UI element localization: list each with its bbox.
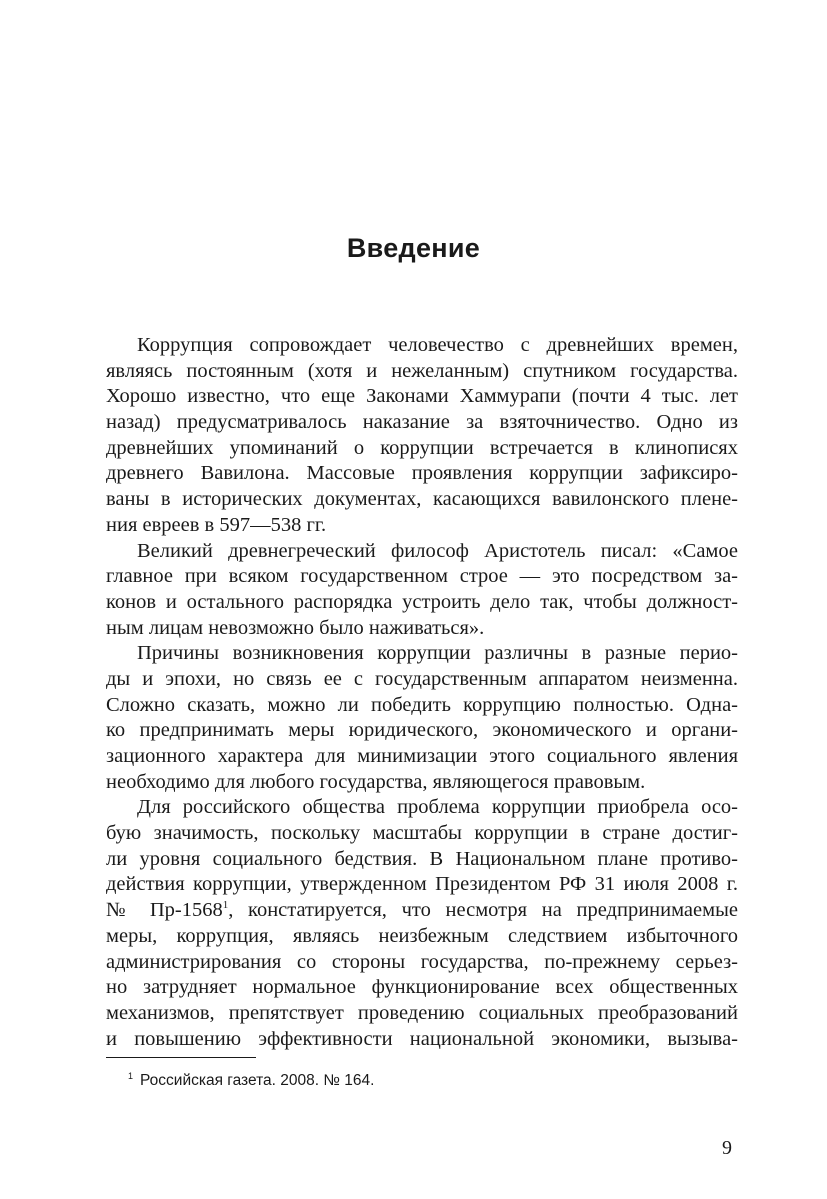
text-line: необходимо для любого государства, являющегося правовым. <box>106 770 646 793</box>
footnote <box>128 1071 374 1091</box>
text-line: Причины возникновения коррупции различны в разные перио- <box>137 642 738 665</box>
text-line: ным лицам невозможно было наживаться». <box>106 616 485 639</box>
text-line: являясь постоянным (хотя и нежеланным) спутником государства. <box>106 359 738 382</box>
text-line: Сложно сказать, можно ли победить коррупцию полностью. Одна- <box>106 693 738 716</box>
text-line: ко предпринимать меры юридического, экономического и органи- <box>106 719 738 742</box>
decree-number: № Пр-1568 <box>106 899 223 922</box>
text-line: Великий древнегреческий философ Аристотель писал: «Самое <box>137 539 738 562</box>
text-line: ния евреев в 597—538 гг. <box>106 513 327 536</box>
text-line: действия коррупции, утвержденном Президентом РФ 31 июля 2008 г. <box>106 873 738 896</box>
text-line: зационного характера для минимизации этого социального явления <box>106 745 738 767</box>
text-line-tail: , констатируется, что несмотря на предпринимаемые <box>228 899 738 922</box>
text-line: но затрудняет нормальное функционирование всех общественных <box>106 976 738 999</box>
footnote-text: Российская газета. 2008. № 164. <box>140 1072 375 1089</box>
text-line: администрирования со стороны государства, по-прежнему серьез- <box>106 950 738 973</box>
text-line: Коррупция сопровождает человечество с древнейших времен, <box>137 334 738 356</box>
page-number: 9 <box>722 1137 732 1159</box>
body-text <box>106 333 738 1052</box>
text-line: ваны в исторических документах, касающихся вавилонского плене- <box>106 488 738 511</box>
text-line: Для российского общества проблема коррупции приобрела осо- <box>137 796 738 819</box>
footnote-mark: 1 <box>128 1071 134 1081</box>
text-line: главное при всяком государственном строе — это посредством за- <box>106 565 738 588</box>
footnote-divider <box>106 1057 256 1058</box>
text-line: ды и эпохи, но связь ее с государственным аппаратом неизменна. <box>106 667 738 690</box>
text-line: древнего Вавилона. Массовые проявления коррупции зафиксиро- <box>106 462 738 485</box>
footnote-ref[interactable]: 1 <box>222 899 229 912</box>
text-line: и повышению эффективности национальной экономики, вызыва- <box>106 1027 738 1050</box>
text-line-with-footnote <box>106 898 738 924</box>
text-line: бую значимость, поскольку масштабы коррупции в стране достиг- <box>106 822 738 845</box>
text-line: Хорошо известно, что еще Законами Хаммурапи (почти 4 тыс. лет <box>106 385 738 408</box>
text-line: меры, коррупция, являясь неизбежным следствием избыточного <box>106 924 738 947</box>
text-line: механизмов, препятствует проведению социальных преобразований <box>106 1001 738 1024</box>
text-line: конов и остального распорядка устроить дело так, чтобы должност- <box>106 590 738 613</box>
page-title: Введение <box>346 233 481 263</box>
text-line: ли уровня социального бедствия. В Национальном плане противо- <box>106 847 738 870</box>
text-line: назад) предусматривалось наказание за взяточничество. Одно из <box>106 411 738 434</box>
text-line: древнейших упоминаний о коррупции встречается в клинописях <box>106 436 738 459</box>
